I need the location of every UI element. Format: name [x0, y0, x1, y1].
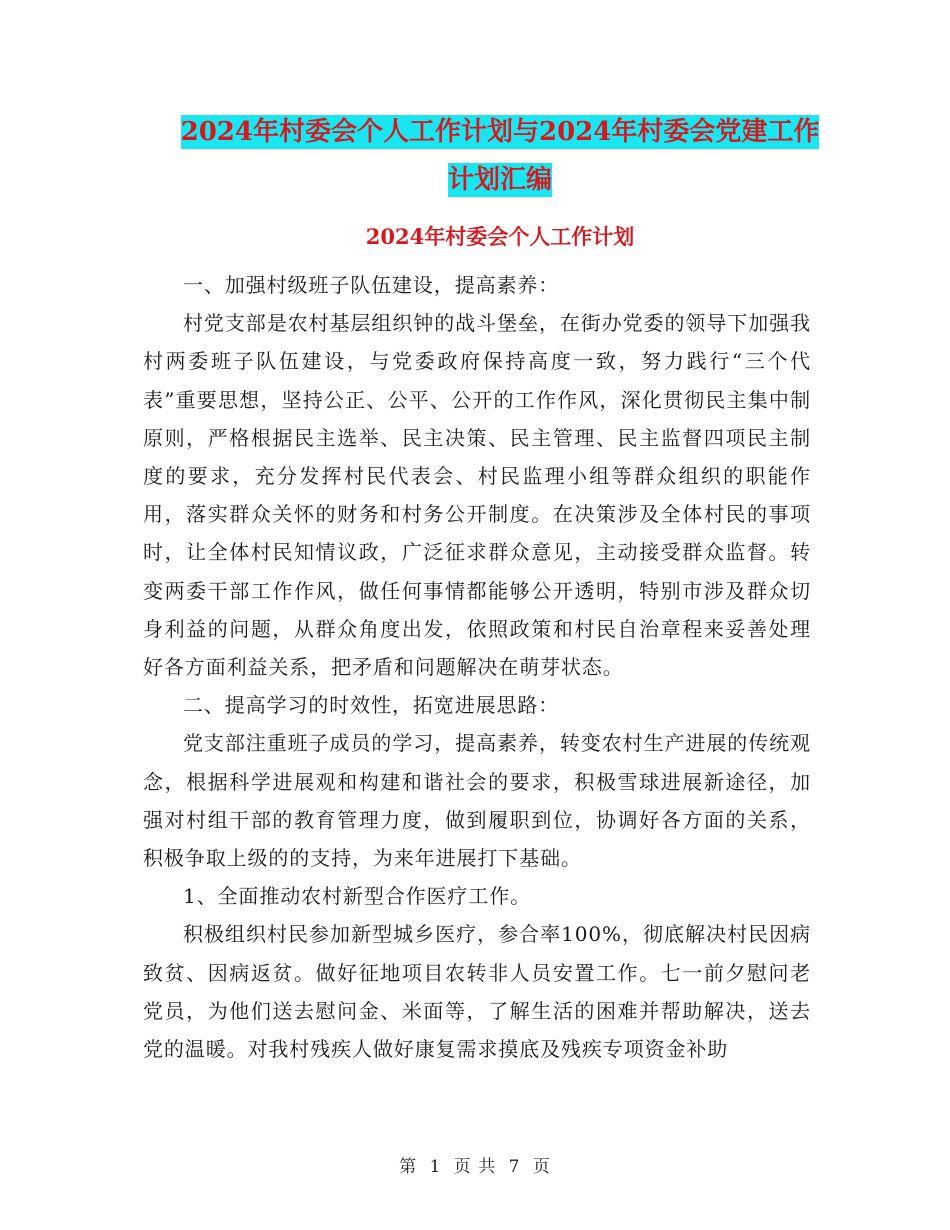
- section-title: 2024年村委会个人工作计划: [365, 224, 635, 249]
- page-footer: [0, 1152, 950, 1177]
- paragraph-heading-3: 1、全面推动农村新型合作医疗工作。: [183, 884, 532, 909]
- paragraph-3: 积极组织村民参加新型城乡医疗，参合率100%，彻底解决村民因病致贫、因病返贫。做好征地项目农转非人员安置工作。七一前夕慰问老党员，为他们送去慰问金、米面等，了解生活的困难并帮助解决，送去党的温暖。对我村残疾人做好康复需求摸底及残疾专项资金补助: [143, 922, 811, 1062]
- footer-suffix: 页: [532, 1157, 551, 1177]
- footer-page-number: 1: [429, 1157, 442, 1177]
- paragraph-heading-2: 二、提高学习的时效性，拓宽进展思路：: [183, 693, 560, 718]
- document-title: [140, 108, 860, 204]
- paragraph-heading-1: 一、加强村级班子队伍建设，提高素养：: [183, 273, 560, 297]
- footer-prefix: 第: [399, 1157, 418, 1177]
- footer-total-pages: 7: [508, 1157, 521, 1177]
- footer-middle: 页 共: [453, 1157, 497, 1177]
- title-line-1: 2024年村委会个人工作计划与2024年村委会党建工作: [180, 117, 820, 147]
- paragraph-1: 村党支部是农村基层组织钟的战斗堡垒，在街办党委的领导下加强我村两委班子队伍建设，与党委政府保持高度一致，努力践行“三个代表”重要思想，坚持公正、公平、公开的工作作风，深化贯彻民主集中制原则，严格根据民主选举、民主决策、民主管理、民主监督四项民主制度的要求，充分发挥村民代表会、村民监理小组等群众组织的职能作用，落实群众关怀的财务和村务公开制度。在决策涉及全体村民的事项时，让全体村民知情议政，广泛征求群众意见，主动接受群众监督。转变两委干部工作作风，做任何事情都能够公开透明，特别市涉及群众切身利益的问题，从群众角度出发，依照政策和村民自治章程来妥善处理好各方面利益关系，把矛盾和问题解决在萌芽状态。: [143, 311, 811, 680]
- title-line-2: 计划汇编: [447, 165, 552, 195]
- paragraph-2: 党支部注重班子成员的学习，提高素养，转变农村生产进展的传统观念，根据科学进展观和构建和谐社会的要求，积极雪球进展新途径，加强对村组干部的教育管理力度，做到履职到位，协调好各方面的关系，积极争取上级的的支持，为来年进展打下基础。: [143, 731, 811, 871]
- document-body: [143, 266, 811, 1068]
